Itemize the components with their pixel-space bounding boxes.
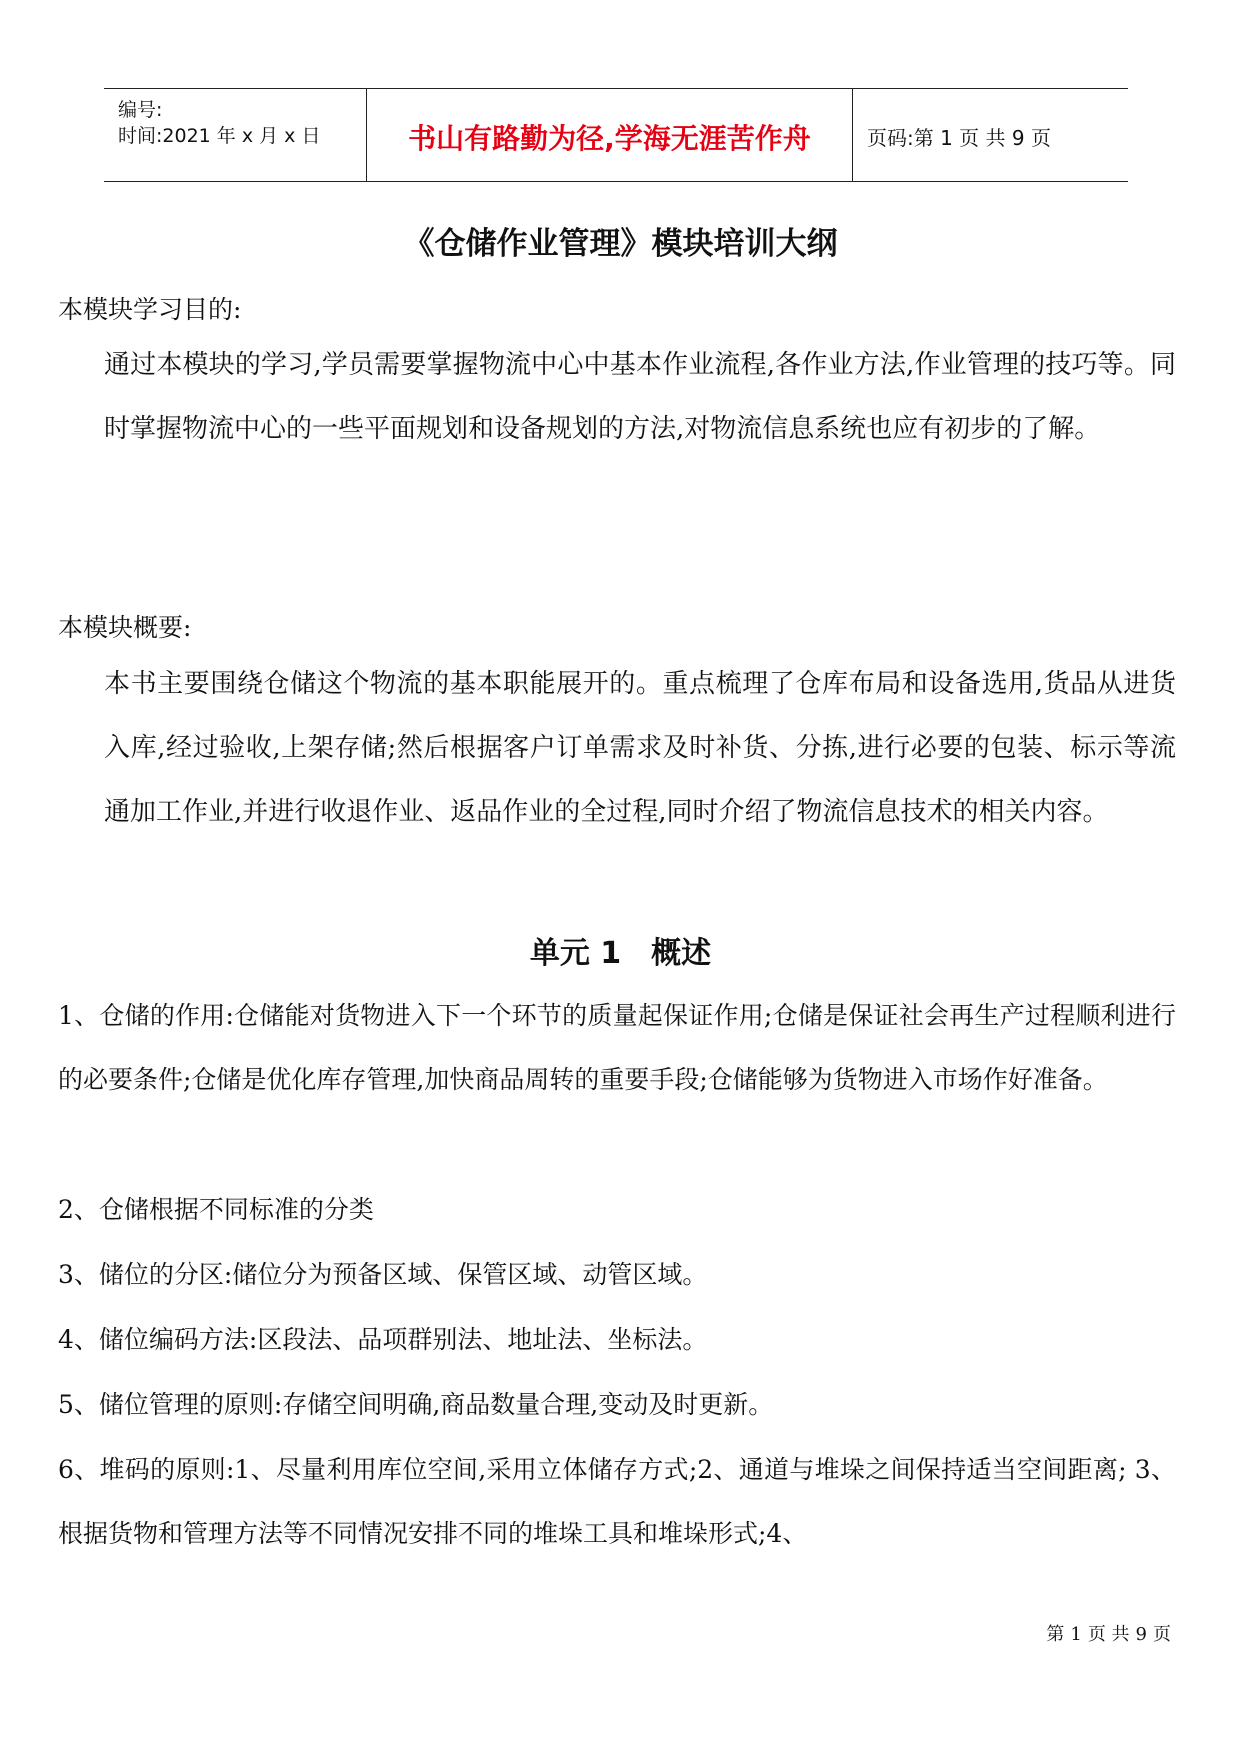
document-number-label: 编号: bbox=[118, 99, 163, 121]
overview-text: 本书主要围绕仓储这个物流的基本职能展开的。重点梳理了仓库布局和设备选用,货品从进货入库,经过验收,上架存储;然后根据客户订单需求及时补货、分拣,进行必要的包装、标示等流通加工作业,并进行收退作业、返品作业的全过程,同时介绍了物流信息技术的相关内容。 bbox=[104, 669, 1176, 827]
list-item bbox=[58, 1373, 1176, 1437]
footer-middle: 页 共 bbox=[1087, 1624, 1130, 1645]
list-item bbox=[58, 984, 1176, 1112]
item-number: 4、 bbox=[58, 1325, 99, 1354]
document-title: 《仓储作业管理》模块培训大纲 bbox=[403, 226, 838, 262]
header-left-cell bbox=[104, 89, 367, 181]
item-text: :1、尽量利用库位空间,采用立体储存方式;2、通道与堆垛之间保持适当空间距离; 3、根据货物和管理方法等不同情况安排不同的堆垛工具和堆垛形式;4、 bbox=[58, 1455, 1176, 1548]
header-right-cell bbox=[853, 89, 1128, 181]
footer-total-pages: 9 bbox=[1135, 1624, 1147, 1645]
item-number: 1、 bbox=[58, 1001, 100, 1030]
item-text: :区段法、品项群别法、地址法、坐标法。 bbox=[248, 1325, 708, 1354]
unit-heading bbox=[0, 928, 1241, 972]
page-header bbox=[104, 88, 1128, 182]
list-item bbox=[58, 1438, 1176, 1566]
item-text: :存储空间明确,商品数量合理,变动及时更新。 bbox=[273, 1390, 774, 1419]
item-term: 储位编码方法 bbox=[98, 1325, 249, 1354]
footer-suffix: 页 bbox=[1153, 1624, 1171, 1645]
objective-text: 通过本模块的学习,学员需要掌握物流中心中基本作业流程,各作业方法,作业管理的技巧等。同时掌握物流中心的一些平面规划和设备规划的方法,对物流信息系统也应有初步的了解。 bbox=[104, 350, 1176, 444]
list-item bbox=[58, 1178, 1176, 1242]
item-number: 3、 bbox=[58, 1260, 99, 1289]
footer-page-number: 1 bbox=[1070, 1624, 1082, 1645]
item-number: 2、 bbox=[58, 1195, 99, 1224]
overview-label: 本模块概要: bbox=[58, 613, 192, 642]
item-term: 仓储的作用 bbox=[99, 1001, 226, 1030]
header-motto: 书山有路勤为径,学海无涯苦作舟 bbox=[408, 122, 811, 155]
unit-name: 概述 bbox=[651, 936, 712, 971]
document-time-label: 时间:2021 年 x 月 x 日 bbox=[118, 125, 321, 147]
header-page-info: 页码:第 1 页 共 9 页 bbox=[867, 126, 1051, 150]
item-term: 仓储根据不同标准的分类 bbox=[98, 1195, 374, 1224]
page-footer bbox=[1046, 1620, 1171, 1646]
item-number: 5、 bbox=[58, 1390, 99, 1419]
footer-prefix: 第 bbox=[1046, 1624, 1065, 1645]
header-middle-cell bbox=[367, 89, 853, 181]
list-item bbox=[58, 1308, 1176, 1372]
unit-number: 单元 1 bbox=[529, 936, 622, 971]
item-text: :储位分为预备区域、保管区域、动管区域。 bbox=[223, 1260, 708, 1289]
item-term: 储位的分区 bbox=[98, 1260, 224, 1289]
list-item bbox=[58, 1243, 1176, 1307]
item-number: 6、 bbox=[58, 1455, 100, 1484]
item-term: 堆码的原则 bbox=[99, 1455, 226, 1484]
item-term: 储位管理的原则 bbox=[98, 1390, 274, 1419]
item-text: :仓储能对货物进入下一个环节的质量起保证作用;仓储是保证社会再生产过程顺利进行的必要条件;仓储是优化库存管理,加快商品周转的重要手段;仓储能够为货物进入市场作好准备。 bbox=[58, 1001, 1176, 1094]
objective-label: 本模块学习目的: bbox=[58, 295, 242, 324]
